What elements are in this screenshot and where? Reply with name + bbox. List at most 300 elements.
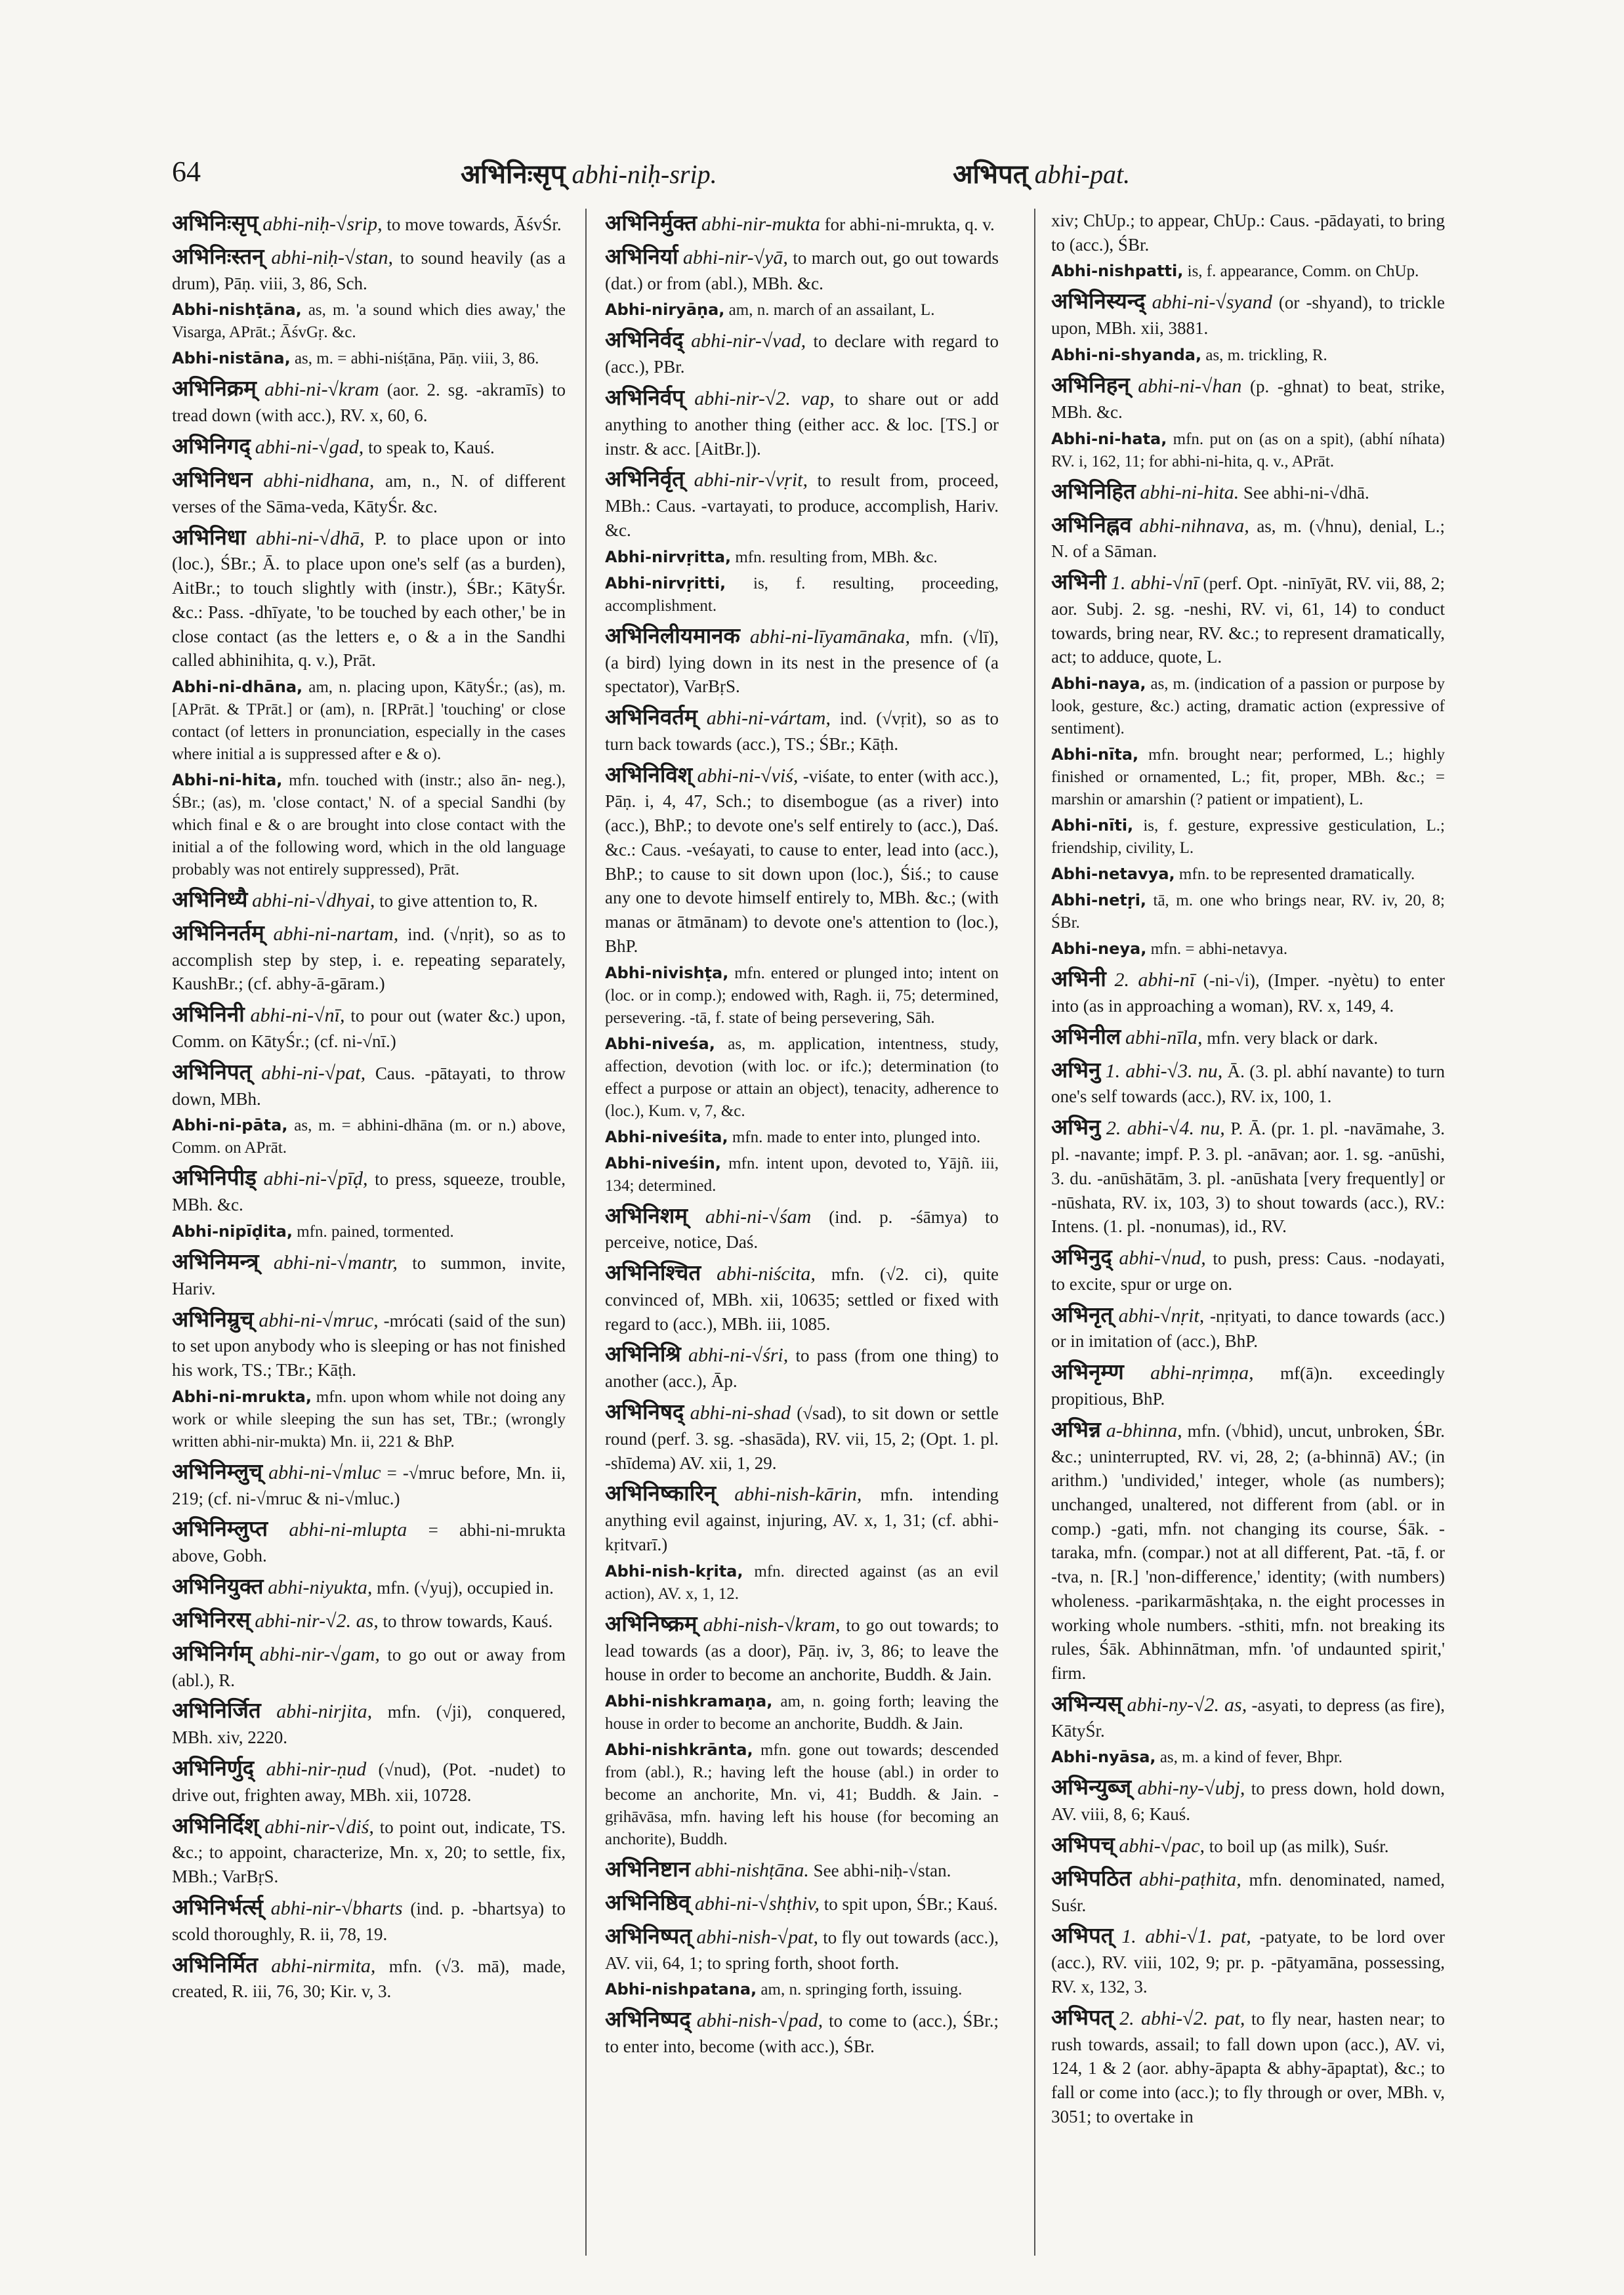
headword-devanagari: अभिनियुक्त	[172, 1573, 264, 1600]
headword-transliteration: abhi-nirmita,	[271, 1954, 376, 1977]
headword-transliteration: abhi-ni-√mantr,	[273, 1251, 398, 1273]
entry-definition: to give attention to, R.	[379, 891, 538, 911]
entry-definition: as, m. = abhini-dhāna (m. or n.) above, Comm. on APrāt.	[172, 1117, 566, 1157]
entry-continuation	[1051, 209, 1445, 257]
headword-entry	[172, 523, 566, 672]
headword-entry	[605, 703, 999, 756]
headword-transliteration: abhi-ni-√mluc	[268, 1461, 381, 1483]
subentry-headword: Abhi-nyāsa,	[1051, 1748, 1156, 1767]
entry-definition: mfn. directed against (as an evil action), AV. x, 1, 12.	[605, 1562, 999, 1603]
headword-devanagari: अभिनिध्यै	[172, 886, 248, 912]
headword-entry	[605, 325, 999, 379]
headword-transliteration: abhi-ni-√pat,	[261, 1062, 366, 1084]
entry-definition: am, n., N. of different verses of the Sāma-veda, KātyŚr. &c.	[172, 470, 566, 516]
headword-transliteration: abhi-nidhana,	[263, 469, 375, 491]
entry-definition: am, n. springing forth, issuing.	[760, 1981, 963, 1999]
headword-transliteration: abhi-nir-ṇud	[266, 1758, 367, 1780]
subentry	[1051, 815, 1445, 859]
headword-entry	[605, 383, 999, 461]
headword-transliteration: abhi-niḥ-√srip,	[262, 213, 383, 235]
headword-devanagari: अभिनिर्दिश्	[172, 1812, 259, 1838]
running-head-left-translit: abhi-niḥ-srip.	[572, 159, 717, 189]
entry-definition: to march out, go out towards (dat.) or from (abl.), MBh. &c.	[605, 247, 999, 293]
headword-devanagari: अभिपच्	[1051, 1831, 1115, 1857]
headword-devanagari: अभिनृम्ण	[1051, 1359, 1124, 1385]
headword-transliteration: abhi-ny-√ubj,	[1137, 1777, 1245, 1800]
headword-transliteration: abhi-nish-√pad,	[696, 2010, 823, 2032]
entry-definition: mfn. made to enter into, plunged into.	[732, 1128, 981, 1146]
entry-definition: ind. (√vṛit), so as to turn back towards (acc.), TS.; ŚBr.; Kāṭh.	[605, 709, 999, 754]
entry-definition: (√nud), (Pot. -nudet) to drive out, frighten away, MBh. xii, 10728.	[172, 1760, 566, 1805]
headword-entry	[172, 1639, 566, 1693]
headword-transliteration: abhi-nṛimṇa,	[1150, 1362, 1254, 1384]
entry-definition: See abhi-niḥ-√stan.	[813, 1860, 951, 1880]
subentry-headword: Abhi-niryāṇa,	[605, 300, 725, 320]
entry-definition: Caus. -pātayati, to throw down, MBh.	[172, 1063, 566, 1109]
headword-devanagari: अभिनिवर्तम्	[605, 704, 697, 730]
headword-entry	[172, 1247, 566, 1301]
entry-definition: is, f. gesture, expressive gesticulation, L.; friendship, civility, L.	[1051, 817, 1445, 858]
headword-transliteration: 1. abhi-√nī	[1110, 572, 1199, 594]
subentry	[172, 1115, 566, 1159]
subentry-headword: Abhi-neya,	[1051, 940, 1147, 959]
headword-devanagari: अभिनिह्नव	[1051, 511, 1132, 537]
headword-entry	[605, 1258, 999, 1336]
headword-entry	[605, 209, 999, 238]
subentry	[605, 299, 999, 321]
headword-devanagari: अभिनिर्वद्	[605, 327, 684, 353]
headword-entry	[1051, 1022, 1445, 1052]
entry-definition: mfn. to be represented dramatically.	[1178, 865, 1415, 884]
headword-entry	[1051, 1357, 1445, 1411]
entry-definition: to press down, hold down, AV. viii, 8, 6; Kauś.	[1051, 1779, 1445, 1825]
entry-definition: to speak to, Kauś.	[368, 438, 495, 458]
headword-entry	[605, 465, 999, 542]
subentry-headword: Abhi-ni-pāta,	[172, 1116, 288, 1135]
headword-devanagari: अभिनिरस्	[172, 1606, 251, 1632]
entry-definition: mfn. (√yuj), occupied in.	[377, 1578, 554, 1598]
subentry-headword: Abhi-nishpatana,	[605, 1980, 757, 1999]
entry-definition: mf(ā)n. exceedingly propitious, BhP.	[1051, 1363, 1445, 1409]
subentry	[605, 1127, 999, 1149]
entry-definition: to sound heavily (as a drum), Pāṇ. viii, 3, 86, Sch.	[172, 247, 566, 293]
subentry-headword: Abhi-niveśita,	[605, 1127, 728, 1146]
entry-definition: P. to place upon or into (loc.), ŚBr.; Ā. to place upon one's self (as a burden), AitBr.; to touch slightly with (instr.), ŚBr.; KātyŚr. &c.: Pass. -dhīyate, 'to be touched by each other,' be in close contact (as the letters e, o & a in the Sandhi called abhinihita, q. v.), Prāt.	[172, 528, 566, 671]
headword-entry	[172, 919, 566, 996]
entry-definition: -asyati, to depress (as fire), KātyŚr.	[1051, 1695, 1445, 1741]
headword-entry	[172, 1000, 566, 1054]
headword-devanagari: अभिनी	[1051, 966, 1106, 992]
headword-entry	[605, 621, 999, 699]
entry-definition: -viśate, to enter (with acc.), Pāṇ. i, 4, 47, Sch.; to disembogue (as a river) into (acc.), BhP.; to devote one's self entirely to (acc.), Daś. &c.: Caus. -veśayati, to cause to enter, lead into (acc.), BhP.; to cause to sit down upon (loc.), Śiś.; to cause any one to devote himself entirely to, MBh. &c.; (with manas or ātmānam) to devote one's attention to (loc.), BhP.	[605, 766, 999, 956]
headword-transliteration: abhi-nīla,	[1125, 1026, 1203, 1048]
headword-devanagari: अभिनिर्गम्	[172, 1640, 253, 1666]
headword-transliteration: 1. abhi-√1. pat,	[1121, 1926, 1251, 1948]
subentry	[172, 1386, 566, 1453]
headword-entry	[172, 1305, 566, 1382]
subentry-headword: Abhi-ni-hata,	[1051, 429, 1167, 448]
entry-definition: mfn. intent upon, devoted to, Yājñ. iii, 134; determined.	[605, 1154, 999, 1195]
entry-definition: to pour out (water &c.) upon, Comm. on KātyŚr.; (cf. ni-√nī.)	[172, 1006, 566, 1052]
entry-definition: as, m. trickling, R.	[1205, 346, 1327, 365]
subentry-headword: Abhi-niveśin,	[605, 1153, 721, 1172]
entry-definition: mfn. touched with (instr.; also ān- neg.), ŚBr.; (as), m. 'close contact,' N. of a special Sandhi (by which final e & o are brought into close contact with the initial a of the following word, which in the old language probably was not entirely suppressed), Prāt.	[172, 772, 566, 879]
headword-entry	[1051, 477, 1445, 507]
subentry	[605, 1153, 999, 1197]
column-rule-1	[585, 209, 587, 2256]
headword-entry	[172, 1514, 566, 1568]
headword-transliteration: a-bhinna,	[1106, 1419, 1182, 1441]
headword-devanagari: अभिनिनी	[172, 1001, 245, 1027]
headword-devanagari: अभिन्यस्	[1051, 1690, 1123, 1716]
headword-entry	[172, 885, 566, 915]
entry-definition: to throw towards, Kauś.	[383, 1611, 553, 1631]
headword-devanagari: अभिनिनर्तम्	[172, 919, 264, 945]
entry-definition: -nṛityati, to dance towards (acc.) or in imitation of (acc.), BhP.	[1051, 1306, 1445, 1352]
entry-definition: to go out or away from (abl.), R.	[172, 1644, 566, 1690]
headword-devanagari: अभिनिर्भर्त्स्	[172, 1893, 263, 1920]
headword-devanagari: अभिनु	[1051, 1056, 1101, 1083]
subentry	[172, 676, 566, 766]
headword-entry	[172, 1572, 566, 1602]
headword-transliteration: abhi-nish-√pat,	[696, 1926, 818, 1948]
headword-entry	[172, 1605, 566, 1635]
headword-transliteration: abhi-niḥ-√stan,	[271, 246, 393, 268]
headword-transliteration: abhi-ni-vártam,	[706, 707, 831, 729]
headword-devanagari: अभिनिधन	[172, 466, 253, 492]
subentry-headword: Abhi-nīti,	[1051, 816, 1134, 835]
headword-entry	[1051, 1773, 1445, 1827]
entry-definition: mfn. intending anything evil against, injuring, AV. x, 1, 31; (cf. abhi-kṛitvarī.)	[605, 1485, 999, 1554]
headword-transliteration: abhi-ni-√viś,	[697, 764, 799, 787]
headword-entry	[172, 209, 566, 238]
entry-definition: P. Ā. (pr. 1. pl. -navāmahe, 3. pl. -navante; impf. P. 3. pl. -anāvan; aor. 1. sg. -anūshi, 3. du. -anūshātām, 3. pl. -anūshata [very frequently] or -nūshata, RV. ix, 103, 3) to shout towards (acc.), RV.: Intens. (1. pl. -nonumas), id., RV.	[1051, 1119, 1445, 1237]
entry-definition: mfn. (√bhid), uncut, unbroken, ŚBr. &c.; uninterrupted, RV. vi, 28, 2; (a-bhinnā) AV.; (in arithm.) 'undivided,' integer, whole (as numbers); unchanged, unaltered, not different from (abl. or in comp.) -gati, mfn. not changing its course, Śāk. -taraka, mfn. (compar.) not at all different, Pat. -tā, f. or -tva, n. [R.] 'non-difference,' identity; (with numbers) wholeness. -parikarmāshṭaka, n. the eight processes in working whole numbers. -sthiti, mfn. not breaking its rules, Śāk. Abhinnātman, mfn. 'of undaunted spirit,' firm.	[1051, 1420, 1445, 1684]
subentry-headword: Abhi-nishkrānta,	[605, 1740, 753, 1759]
headword-transliteration: abhi-ni-√pīḍ,	[263, 1168, 368, 1190]
headword-transliteration: abhi-nish-kārin,	[734, 1483, 862, 1506]
entry-definition: mfn. = abhi-netavya.	[1150, 940, 1288, 959]
subentry	[1051, 673, 1445, 740]
entry-definition: (√sad), to sit down or settle round (perf. 3. sg. -shasāda), RV. vii, 15, 2; (Opt. 1. pl. -shīdema) AV. xii, 1, 29.	[605, 1403, 999, 1473]
headword-transliteration: abhi-nihnava,	[1139, 514, 1249, 537]
subentry	[172, 348, 566, 370]
entry-definition: (aor. 2. sg. -akramīs) to tread down (with acc.), RV. x, 60, 6.	[172, 380, 566, 426]
subentry-headword: Abhi-netavya,	[1051, 865, 1175, 884]
page-header	[172, 155, 1478, 194]
page-number: 64	[172, 155, 201, 188]
subentry	[1051, 344, 1445, 367]
headword-devanagari: अभिनिश्रि	[605, 1341, 681, 1367]
entry-definition: to spit upon, ŚBr.; Kauś.	[823, 1893, 998, 1914]
headword-devanagari: अभिनिषद्	[605, 1399, 684, 1424]
subentry	[605, 1561, 999, 1605]
headword-transliteration: abhi-paṭhita,	[1138, 1868, 1241, 1890]
entry-definition: to fly near, hasten near; to rush towards, assail; to fall down upon (acc.), AV. vi, 124, 1 & 2 (aor. abhy-āpapta & abhy-āpaptat), &c.; to fall or come into (acc.); to fly through or over, MBh. v, 3051; to overtake in	[1051, 2008, 1445, 2126]
headword-devanagari: अभिनिःसृप्	[172, 210, 259, 236]
headword-transliteration: 2. abhi-√2. pat,	[1119, 2007, 1245, 2029]
entry-definition: is, f. resulting, proceeding, accomplishment.	[605, 574, 999, 615]
headword-entry	[1051, 2003, 1445, 2129]
headword-transliteration: 1. abhi-√3. nu,	[1105, 1060, 1223, 1082]
headword-transliteration: abhi-nirjita,	[276, 1701, 373, 1723]
entry-definition: Ā. (3. pl. abhí navante) to turn one's self towards (acc.), RV. ix, 100, 1.	[1051, 1061, 1445, 1107]
entry-definition: to summon, invite, Hariv.	[172, 1252, 566, 1298]
headword-devanagari: अभिनिम्रुच्	[172, 1306, 254, 1332]
headword-devanagari: अभिनिष्क्रम्	[605, 1610, 697, 1636]
headword-devanagari: अभिनु	[1051, 1114, 1101, 1140]
entry-definition: as, m. a kind of fever, Bhpr.	[1159, 1748, 1343, 1767]
headword-transliteration: abhi-ni-√mruc,	[259, 1309, 379, 1331]
headword-transliteration: abhi-ni-√dhyai,	[252, 890, 375, 911]
headword-entry	[605, 1397, 999, 1475]
headword-transliteration: 2. abhi-√4. nu,	[1106, 1117, 1225, 1140]
column-3	[1051, 209, 1445, 2256]
headword-devanagari: अभिनिहित	[1051, 478, 1136, 504]
headword-devanagari: अभिनिम्लुप्त	[172, 1516, 268, 1542]
subentry-headword: Abhi-nirvṛitti,	[605, 573, 726, 592]
entry-definition: = -√mruc before, Mn. ii, 219; (cf. ni-√mruc & ni-√mluc.)	[172, 1462, 566, 1508]
entry-definition: to press, squeeze, trouble, MBh. &c.	[172, 1169, 566, 1215]
subentry-headword: Abhi-ni-hita,	[172, 771, 283, 789]
headword-transliteration: abhi-nir-√2. as,	[255, 1609, 379, 1632]
headword-devanagari: अभिनी	[1051, 569, 1106, 595]
entry-definition: mfn. put on (as on a spit), (abhí níhata) RV. i, 162, 11; for abhi-ni-hita, q. v., APrāt.	[1051, 430, 1445, 470]
entry-definition: xiv; ChUp.; to appear, ChUp.: Caus. -pādayati, to bring to (acc.), ŚBr.	[1051, 211, 1445, 255]
headword-entry	[1051, 1243, 1445, 1296]
headword-entry	[1051, 510, 1445, 564]
running-head-right-devanagari: अभिपत्	[953, 159, 1028, 190]
entry-definition: mfn. (√3. mā), made, created, R. iii, 76, 30; Kir. v, 3.	[172, 1956, 566, 2002]
headword-entry	[172, 1811, 566, 1889]
headword-devanagari: अभिपठित	[1051, 1865, 1132, 1891]
headword-devanagari: अभिनिहन्	[1051, 372, 1130, 398]
entry-definition: = abhi-ni-mrukta above, Gobh.	[172, 1520, 566, 1566]
headword-transliteration: abhi-nir-√vṛit,	[694, 469, 808, 491]
subentry	[1051, 890, 1445, 934]
entry-definition: is, f. appearance, Comm. on ChUp.	[1187, 262, 1419, 281]
headword-transliteration: abhi-√nud,	[1119, 1247, 1206, 1269]
entry-definition: mfn. pained, tormented.	[297, 1222, 454, 1241]
headword-transliteration: abhi-ni-√śri,	[688, 1344, 789, 1367]
entry-definition: mfn. brought near; performed, L.; highly finished or ornamented, L.; fit, proper, MBh. &c.; = marshin or amarshin (? patient or impatient), L.	[1051, 746, 1445, 809]
subentry-headword: Abhi-naya,	[1051, 674, 1146, 693]
headword-transliteration: abhi-nir-√diś,	[264, 1815, 374, 1838]
headword-devanagari: अभिनिलीयमानक	[605, 622, 740, 648]
entry-definition: mfn. denominated, named, Suśr.	[1051, 1869, 1445, 1915]
headword-transliteration: abhi-√pac,	[1119, 1834, 1205, 1857]
headword-devanagari: अभिनिःस्तन्	[172, 243, 264, 269]
subentry-headword: Abhi-netṛi,	[1051, 891, 1147, 910]
headword-devanagari: अभिनिगद्	[172, 433, 251, 459]
entry-definition: as, m. = abhi-niśṭāna, Pāṇ. viii, 3, 86.	[294, 350, 539, 368]
headword-devanagari: अभिनिर्जित	[172, 1697, 261, 1724]
headword-transliteration: abhi-ni-√gad,	[255, 436, 364, 459]
headword-entry	[605, 1855, 999, 1884]
headword-devanagari: अभिनिर्मित	[172, 1951, 258, 1977]
headword-entry	[172, 465, 566, 519]
subentry-headword: Abhi-niveśa,	[605, 1034, 715, 1053]
headword-transliteration: abhi-niścita,	[717, 1263, 816, 1285]
headword-entry	[172, 432, 566, 461]
headword-transliteration: 2. abhi-nī	[1114, 969, 1196, 991]
headword-entry	[172, 1058, 566, 1111]
subentry	[1051, 863, 1445, 886]
headword-devanagari: अभिनिष्पत्	[605, 1922, 692, 1949]
column-1	[172, 209, 566, 2256]
entry-definition: See abhi-ni-√dhā.	[1243, 482, 1369, 503]
headword-entry	[605, 1340, 999, 1394]
headword-devanagari: अभिनिक्रम्	[172, 375, 257, 402]
headword-entry	[1051, 1864, 1445, 1918]
headword-devanagari: अभिनिस्यन्द्	[1051, 288, 1146, 314]
headword-transliteration: abhi-ni-√han	[1138, 375, 1242, 398]
headword-transliteration: abhi-ni-shad	[690, 1402, 791, 1424]
entry-definition: mfn. (√ji), conquered, MBh. xiv, 2220.	[172, 1702, 566, 1748]
entry-definition: to fly out towards (acc.), AV. vii, 64, 1; to spring forth, shoot forth.	[605, 1927, 999, 1973]
entry-definition: am, n. march of an assailant, L.	[728, 301, 935, 320]
headword-devanagari: अभिनिर्मुक्त	[605, 210, 697, 236]
headword-entry	[605, 760, 999, 959]
headword-entry	[172, 1696, 566, 1750]
subentry-headword: Abhi-nishpatti,	[1051, 262, 1184, 281]
entry-definition: as, m. (indication of a passion or purpose by look, gesture, &c.) acting, dramatic action (expressive of sentiment).	[1051, 675, 1445, 738]
entry-definition: to boil up (as milk), Suśr.	[1209, 1836, 1389, 1856]
headword-transliteration: abhi-nish-√kram,	[703, 1613, 841, 1636]
column-2	[605, 209, 999, 2256]
entry-definition: (ind. p. -bhartsya) to scold thoroughly, R. ii, 78, 19.	[172, 1898, 566, 1944]
headword-devanagari: अभिनिर्णुद्	[172, 1755, 255, 1781]
headword-transliteration: abhi-nir-√yā,	[682, 246, 788, 268]
headword-transliteration: abhi-ni-√shṭhiv,	[694, 1892, 820, 1914]
headword-devanagari: अभिनिशम्	[605, 1202, 688, 1228]
column-rule-2	[1034, 209, 1035, 2256]
headword-entry	[1051, 287, 1445, 341]
headword-entry	[1051, 1921, 1445, 1998]
headword-devanagari: अभिनिपत्	[172, 1058, 252, 1085]
headword-transliteration: abhi-ni-nartam,	[273, 922, 399, 945]
subentry	[605, 1979, 999, 2001]
entry-definition: as, m. 'a sound which dies away,' the Visarga, APrāt.; ĀśvGṛ. &c.	[172, 301, 566, 342]
headword-transliteration: abhi-nir-mukta	[701, 213, 820, 235]
entry-definition: to move towards, ĀśvŚr.	[386, 215, 562, 234]
headword-entry	[172, 1457, 566, 1511]
entry-definition: am, n. going forth; leaving the house in order to become an anchorite, Buddh. & Jain.	[605, 1692, 999, 1733]
subentry-headword: Abhi-nīta,	[1051, 745, 1139, 764]
headword-devanagari: अभिनुद्	[1051, 1243, 1112, 1270]
headword-devanagari: अभिनिर्वृत्	[605, 466, 684, 492]
headword-entry	[605, 1201, 999, 1255]
headword-entry	[1051, 371, 1445, 424]
subentry-headword: Abhi-nishkramaṇa,	[605, 1691, 773, 1710]
headword-devanagari: अभिनील	[1051, 1023, 1121, 1049]
headword-entry	[172, 242, 566, 296]
entry-definition: mfn. resulting from, MBh. &c.	[735, 548, 938, 566]
headword-devanagari: अभिनिमन्त्र्	[172, 1248, 259, 1274]
entry-definition: tā, m. one who brings near, RV. iv, 20, 8; ŚBr.	[1051, 892, 1445, 932]
headword-entry	[1051, 1300, 1445, 1354]
running-head-right-translit: abhi-pat.	[1034, 159, 1131, 189]
headword-entry	[1051, 568, 1445, 669]
headword-transliteration: abhi-ni-mlupta	[289, 1519, 407, 1541]
headword-devanagari: अभिनिर्वप्	[605, 384, 684, 411]
subentry-headword: Abhi-nish-kṛita,	[605, 1561, 743, 1581]
entry-definition: mfn. entered or plunged into; intent on (loc. or in comp.); endowed with, Ragh. ii, 75; determined, persevering. -tā, f. state of being persevering, Sāh.	[605, 964, 999, 1027]
running-head-left	[461, 155, 717, 191]
headword-entry	[172, 1163, 566, 1217]
entry-definition: (ind. p. -śāmya) to perceive, notice, Daś.	[605, 1207, 999, 1252]
entry-definition: to push, press: Caus. -nodayati, to excite, spur or urge on.	[1051, 1248, 1445, 1294]
entry-definition: mfn. upon whom while not doing any work or while sleeping the sun has set, TBr.; (wrongly written abhi-nir-mukta) Mn. ii, 221 & BhP.	[172, 1388, 566, 1451]
headword-devanagari: अभिन्युब्ज्	[1051, 1774, 1132, 1800]
entry-definition: -mrócati (said of the sun) to set upon anybody who is sleeping or has not finished his work, TS.; TBr.; Kāṭh.	[172, 1310, 566, 1380]
entry-definition: mfn. very black or dark.	[1207, 1027, 1379, 1048]
subentry	[605, 1033, 999, 1123]
headword-entry	[605, 2005, 999, 2059]
entry-definition: for abhi-ni-mrukta, q. v.	[824, 215, 995, 234]
running-head-left-devanagari: अभिनिःसृप्	[461, 159, 566, 190]
headword-transliteration: abhi-ni-√nī,	[250, 1004, 345, 1027]
headword-entry	[172, 1951, 566, 2004]
subentry	[605, 1691, 999, 1735]
headword-devanagari: अभिपत्	[1051, 2004, 1114, 2030]
headword-devanagari: अभिनिपीड्	[172, 1165, 257, 1191]
subentry	[1051, 428, 1445, 473]
subentry-headword: Abhi-ni-mrukta,	[172, 1387, 312, 1406]
headword-transliteration: abhi-ni-līyamānaka,	[749, 625, 911, 648]
headword-entry	[1051, 1056, 1445, 1109]
subentry-headword: Abhi-nishṭāna,	[172, 300, 302, 320]
entry-definition: (p. -ghnat) to beat, strike, MBh. &c.	[1051, 377, 1445, 422]
entry-definition: (or -shyand), to trickle upon, MBh. xii, 3881.	[1051, 293, 1445, 339]
entry-definition: am, n. placing upon, KātyŚr.; (as), m. [APrāt. & TPrāt.] or (am), n. [RPrāt.] 'touching' or close contact (of letters in pronunciation, especially in the cases where initial a is suppressed after e & o).	[172, 678, 566, 763]
headword-transliteration: abhi-ni-√syand	[1152, 291, 1272, 314]
running-head-right	[953, 155, 1130, 191]
headword-devanagari: अभिनिधा	[172, 524, 246, 550]
entry-definition: to pass (from one thing) to another (acc.), Āp.	[605, 1346, 999, 1392]
subentry	[605, 573, 999, 617]
subentry	[172, 299, 566, 344]
entry-definition: mfn. (√lī), (a bird) lying down in its nest in the presence of (a spectator), VarBṛS.	[605, 627, 999, 697]
subentry	[1051, 744, 1445, 811]
subentry-headword: Abhi-ni-shyanda,	[1051, 346, 1202, 365]
subentry	[1051, 260, 1445, 283]
headword-entry	[605, 1479, 999, 1556]
entry-definition: to share out or add anything to another thing (either acc. & loc. [TS.] or instr. & acc. [AitBr.]).	[605, 389, 999, 459]
entry-definition: to declare with regard to (acc.), PBr.	[605, 331, 999, 377]
headword-transliteration: abhi-ni-hita.	[1140, 481, 1239, 503]
entry-definition: (-ni-√i), (Imper. -nyètu) to enter into (as in approaching a woman), RV. x, 149, 4.	[1051, 970, 1445, 1016]
headword-entry	[172, 374, 566, 428]
entry-definition: as, m. (√hnu), denial, L.; N. of a Sāman.	[1051, 516, 1445, 562]
headword-devanagari: अभिनिष्टान	[605, 1855, 690, 1882]
headword-entry	[1051, 964, 1445, 1018]
subentry	[172, 1221, 566, 1243]
subentry-headword: Abhi-nistāna,	[172, 349, 291, 368]
headword-transliteration: abhi-ni-√śam	[705, 1205, 812, 1228]
headword-devanagari: अभिनृत्	[1051, 1301, 1114, 1327]
headword-transliteration: abhi-ny-√2. as,	[1127, 1693, 1247, 1716]
subentry	[172, 770, 566, 881]
subentry-headword: Abhi-ni-dhāna,	[172, 678, 303, 696]
headword-entry	[172, 1754, 566, 1808]
headword-entry	[1051, 1830, 1445, 1860]
subentry	[1051, 1747, 1445, 1769]
subentry	[605, 962, 999, 1029]
subentry	[605, 1739, 999, 1851]
headword-devanagari: अभिनिश्चित	[605, 1260, 701, 1286]
headword-devanagari: अभिनिष्पद्	[605, 2006, 691, 2033]
